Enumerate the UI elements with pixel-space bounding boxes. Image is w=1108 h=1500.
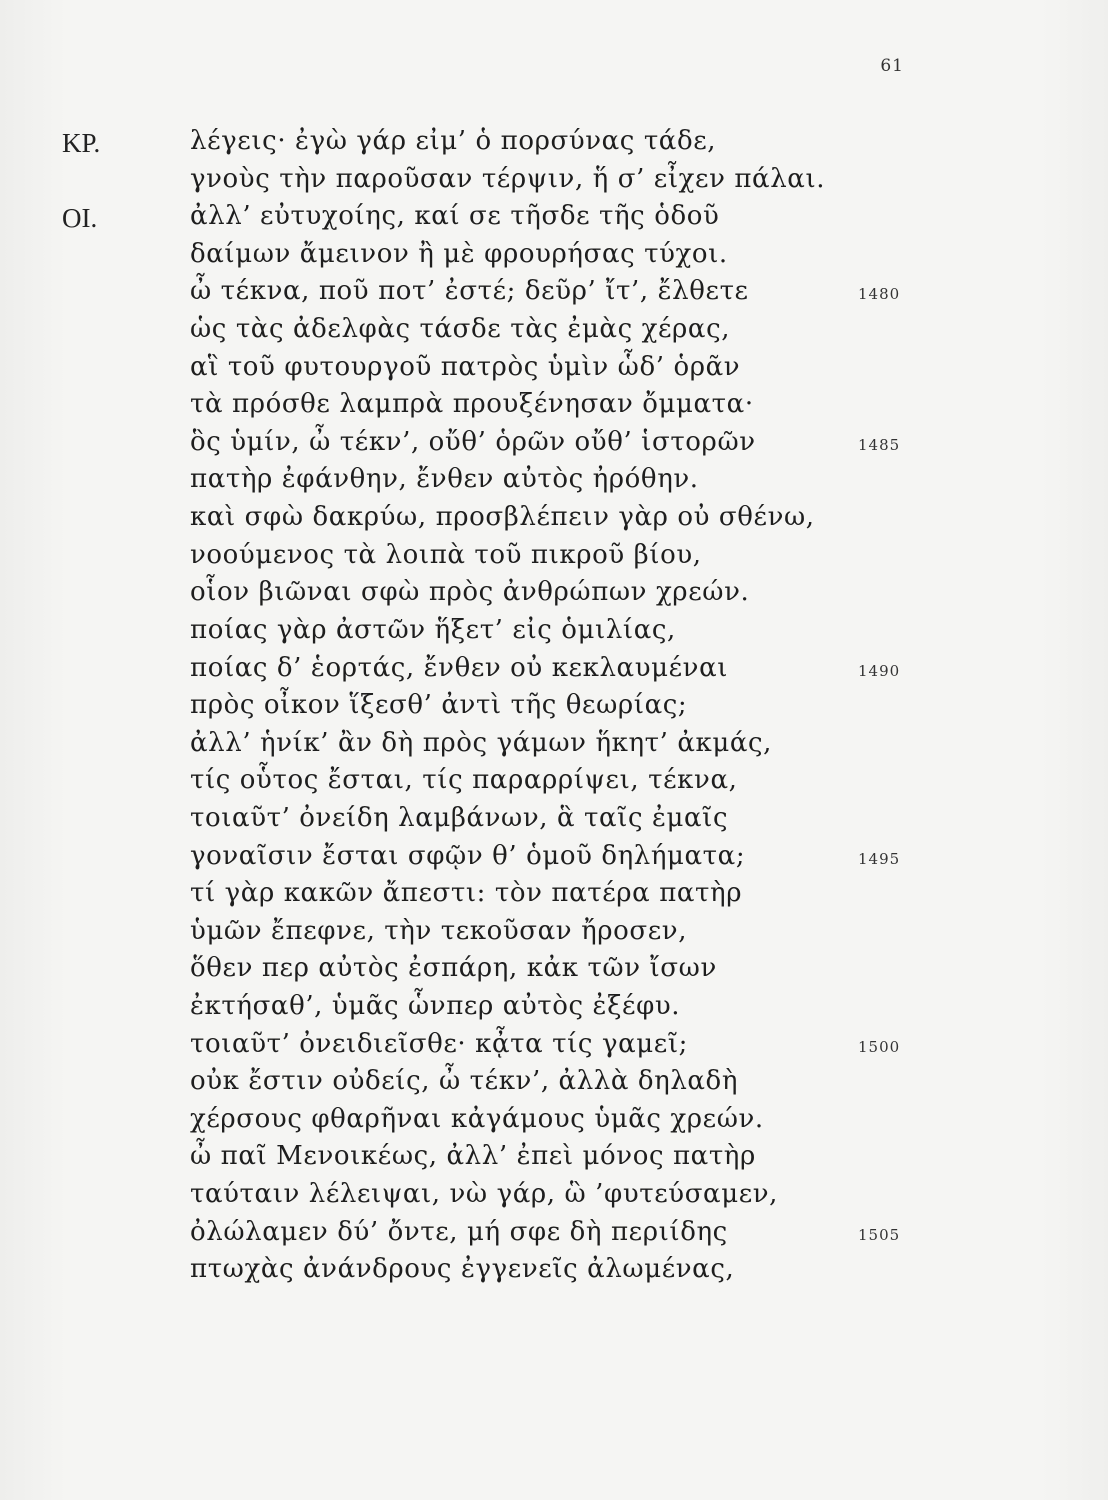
verse-line	[0, 236, 1108, 274]
verse-text: ἀλλ’ ἡνίκ’ ἂν δὴ πρὸς γάμων ἥκητ’ ἀκμάς,	[190, 727, 773, 758]
line-number: 1480	[858, 285, 901, 304]
verse-text: αἳ τοῦ φυτουργοῦ πατρὸς ὑμὶν ὧδ’ ὁρᾶν	[190, 351, 741, 382]
verse-text: τί γὰρ κακῶν ἄπεστι: τὸν πατέρα πατὴρ	[190, 878, 743, 909]
verse-line	[0, 650, 1108, 688]
verse-text: ὃς ὑμίν, ὦ τέκν’, οὔθ’ ὁρῶν οὔθ’ ἱστορῶν	[190, 426, 756, 457]
verse-text: γνοὺς τὴν παροῦσαν τέρψιν, ἥ σ’ εἶχεν πάλαι.	[190, 163, 826, 194]
verse-text: χέρσους φθαρῆναι κἀγάμους ὑμᾶς χρεών.	[190, 1103, 764, 1134]
verse-text: ποίας γὰρ ἀστῶν ἥξετ’ εἰς ὁμιλίας,	[190, 614, 676, 645]
verse-text: τοιαῦτ’ ὀνείδη λαμβάνων, ἃ ταῖς ἐμαῖς	[190, 802, 729, 833]
verse-line	[0, 1101, 1108, 1139]
verse-line	[0, 913, 1108, 951]
line-number: 1500	[858, 1037, 901, 1056]
verse-line	[0, 198, 1108, 236]
verse-line	[0, 1251, 1108, 1289]
verse-line	[0, 988, 1108, 1026]
verse-line	[0, 800, 1108, 838]
verse-line	[0, 1176, 1108, 1214]
verse-text: ταύταιν λέλειψαι, νὼ γάρ, ὣ ’φυτεύσαμεν,	[190, 1179, 779, 1210]
verse-line	[0, 725, 1108, 763]
line-number: 1485	[858, 435, 901, 454]
verse-line	[0, 612, 1108, 650]
verse-line	[0, 838, 1108, 876]
verse-text: οἷον βιῶναι σφὼ πρὸς ἀνθρώπων χρεών.	[190, 577, 750, 608]
verse-line	[0, 1214, 1108, 1252]
verse-text: οὐκ ἔστιν οὐδείς, ὦ τέκν’, ἀλλὰ δηλαδὴ	[190, 1066, 738, 1097]
verse-line	[0, 687, 1108, 725]
verse-line	[0, 349, 1108, 387]
verse-text: ποίας δ’ ἑορτάς, ἔνθεν οὐ κεκλαυμέναι	[190, 652, 729, 683]
verse-text: καὶ σφὼ δακρύω, προσβλέπειν γὰρ οὐ σθένω,	[190, 502, 815, 533]
line-number: 1505	[858, 1225, 901, 1244]
verse-line	[0, 1063, 1108, 1101]
verse-line	[0, 1138, 1108, 1176]
verse-text: ὀλώλαμεν δύ’ ὄντε, μή σφε δὴ περιίδης	[190, 1216, 728, 1247]
verse-text: δαίμων ἄμεινον ἢ μὲ φρουρήσας τύχοι.	[190, 238, 728, 269]
verse-line	[0, 273, 1108, 311]
verse-line	[0, 875, 1108, 913]
verse-line	[0, 461, 1108, 499]
verse-text: τοιαῦτ’ ὀνειδιεῖσθε· κᾆτα τίς γαμεῖ;	[190, 1028, 688, 1059]
verse-line	[0, 311, 1108, 349]
verse-text: ὡς τὰς ἀδελφὰς τάσδε τὰς ἐμὰς χέρας,	[190, 314, 731, 345]
verse-line	[0, 1026, 1108, 1064]
verse-text: λέγεις· ἐγὼ γάρ εἰμ’ ὁ πορσύνας τάδε,	[190, 126, 717, 156]
verse-text: γοναῖσιν ἔσται σφῷν θ’ ὁμοῦ δηλήματα;	[190, 840, 746, 871]
verse-line	[0, 161, 1108, 199]
speaker-label: ΟΙ.	[62, 203, 98, 234]
verse-text: ἐκτήσαθ’, ὑμᾶς ὧνπερ αὐτὸς ἐξέφυ.	[190, 991, 681, 1022]
verse-text: ὅθεν περ αὐτὸς ἐσπάρη, κἀκ τῶν ἴσων	[190, 953, 717, 984]
verse-text: πρὸς οἶκον ἵξεσθ’ ἀντὶ τῆς θεωρίας;	[190, 690, 688, 721]
verse-text: ὦ παῖ Μενοικέως, ἀλλ’ ἐπεὶ μόνος πατὴρ	[190, 1141, 756, 1172]
verse-text: πτωχὰς ἀνάνδρους ἐγγενεῖς ἀλωμένας,	[190, 1254, 735, 1285]
line-number: 1495	[858, 849, 901, 868]
verse-text: ὑμῶν ἔπεφνε, τὴν τεκοῦσαν ἤροσεν,	[190, 915, 688, 946]
verse-text: πατὴρ ἐφάνθην, ἔνθεν αὐτὸς ἠρόθην.	[190, 464, 699, 495]
verse-line	[0, 537, 1108, 575]
verse-line	[0, 424, 1108, 462]
verse-text: τὰ πρόσθε λαμπρὰ προυξένησαν ὄμματα·	[190, 389, 754, 420]
verse-line	[0, 762, 1108, 800]
verse-text: νοούμενος τὰ λοιπὰ τοῦ πικροῦ βίου,	[190, 539, 702, 570]
verse-text: ἀλλ’ εὐτυχοίης, καί σε τῆσδε τῆς ὁδοῦ	[190, 201, 720, 232]
verse-line	[0, 386, 1108, 424]
verse-line	[0, 574, 1108, 612]
verse-line	[0, 950, 1108, 988]
verse-line	[0, 123, 1108, 161]
verse-line	[0, 499, 1108, 537]
verse-block	[0, 123, 1108, 1289]
speaker-label: ΚΡ.	[62, 128, 101, 158]
verse-text: τίς οὗτος ἔσται, τίς παραρρίψει, τέκνα,	[190, 765, 738, 796]
line-number: 1490	[858, 661, 901, 680]
verse-text: ὦ τέκνα, ποῦ ποτ’ ἐστέ; δεῦρ’ ἴτ’, ἔλθετε	[190, 276, 749, 307]
page-number: 61	[880, 56, 904, 76]
